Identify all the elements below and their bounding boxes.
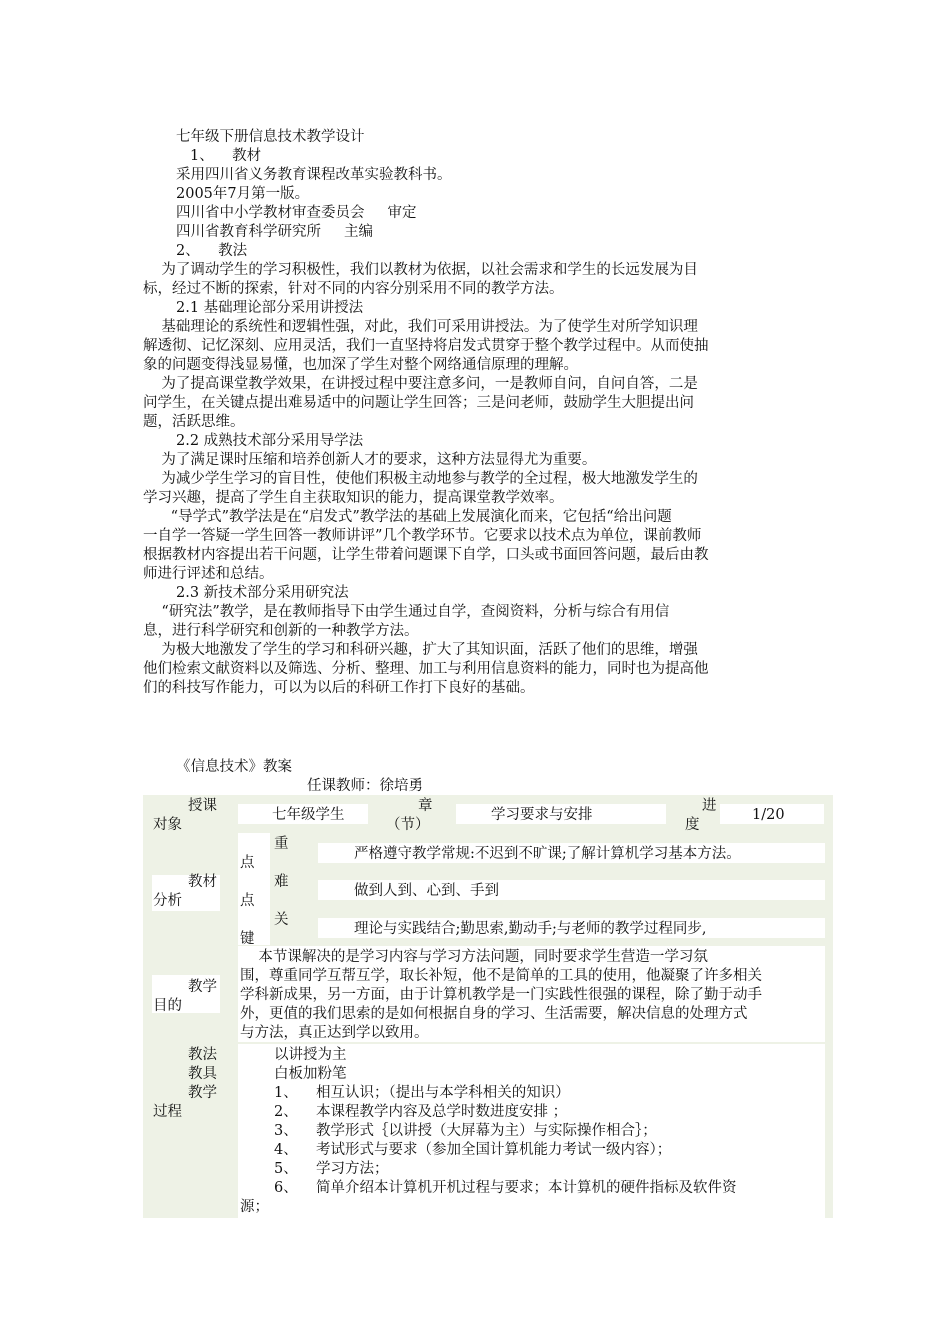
label-method: 教法: [188, 1047, 217, 1063]
label-analysis-b: 分析: [153, 893, 182, 909]
label-difficulty-bottom: 点: [240, 893, 255, 909]
label-chapter-a: 章: [418, 798, 433, 814]
textbook-line: 四川省中小学教材审查委员会 审定: [176, 205, 417, 221]
label-crux-top: 关: [274, 912, 289, 928]
label-process-b: 过程: [153, 1104, 182, 1120]
section-heading-method: 2、 教法: [176, 243, 248, 259]
label-difficulty-top: 难: [274, 874, 289, 890]
paragraph-2-1-b: 为了提高课堂教学效果，在讲授过程中要注意多问，一是教师自问，自问自答，二是 问学生，在关键点提出难易适中的问题让学生回答；三是问老师，鼓励学生大胆提出问 题，活跃思维。: [143, 376, 698, 430]
difficulty-text: 做到人到、心到、手到: [354, 883, 499, 899]
label-key-point-bottom: 点: [240, 855, 255, 871]
process-item-number: 5、: [274, 1161, 298, 1177]
process-item-text: 简单介绍本计算机开机过程与要求；本计算机的硬件指标及软件资: [316, 1180, 737, 1196]
key-point-text: 严格遵守教学常规:不迟到不旷课;了解计算机学习基本方法。: [354, 846, 741, 862]
paragraph-2-2-c: “导学式”教学法是在“启发式”教学法的基础上发展演化而来，它包括“给出问题 一自学一答疑一学生回答一教师讲评”几个教学环节。它要求以技术点为单位，课前教师 根据教材内容提出若干问题，让学生带着问题课下自学，口头或书面回答问题，最后由教 师进行评述和总结。: [143, 509, 709, 582]
label-tools: 教具: [188, 1066, 217, 1082]
textbook-line: 采用四川省义务教育课程改革实验教科书。: [176, 167, 452, 183]
textbook-line: 四川省教育科学研究所 主编: [176, 224, 374, 240]
label-purpose-b: 目的: [153, 998, 182, 1014]
process-item-number: 4、: [274, 1142, 298, 1158]
paragraph-2-3-b: 为极大地激发了学生的学习和科研兴趣，扩大了其知识面，活跃了他们的思维，增强 他们检索文献资料以及筛选、分析、整理、加工与利用信息资料的能力，同时也为提高他 们的科技写作能力，可以为以后的科研工作打下良好的基础。: [143, 642, 709, 696]
section-heading-textbook: 1、 教材: [190, 148, 262, 164]
paragraph-2-3-a: “研究法”教学，是在教师指导下由学生通过自学，查阅资料，分析与综合有用信 息，进行科学研究和创新的一种教学方法。: [143, 604, 670, 639]
subsection-heading-2-2: 2.2 成熟技术部分采用导学法: [176, 433, 364, 449]
label-purpose-a: 教学: [188, 979, 217, 995]
paragraph-2-1-a: 基础理论的系统性和逻辑性强，对此，我们可采用讲授法。为了使学生对所学知识理 解透彻、记忆深刻、应用灵活，我们一直坚持将启发式贯穿于整个教学过程中。从而使抽 象的问题变得浅显易懂，也加深了学生对整个网络通信原理的理解。: [143, 319, 709, 373]
label-progress-a: 进: [702, 798, 717, 814]
label-progress-b: 度: [685, 817, 700, 833]
process-item-text: 学习方法；: [316, 1161, 389, 1177]
tools-value: 白板加粉笔: [274, 1066, 347, 1082]
crux-text: 理论与实践结合;勤思索,勤动手;与老师的教学过程同步,: [354, 921, 707, 937]
paragraph-2-2-a: 为了满足课时压缩和培养创新人才的要求，这种方法显得尤为重要。: [143, 452, 597, 468]
chapter-value: 学习要求与安排: [491, 807, 593, 823]
teacher-name: 任课教师：徐培勇: [307, 778, 423, 794]
intro-paragraph: 为了调动学生的学习积极性，我们以教材为依据，以社会需求和学生的长远发展为目 标，经过不断的探索，针对不同的内容分别采用不同的教学方法。: [143, 262, 698, 297]
purpose-text: 本节课解决的是学习内容与学习方法问题，同时要求学生营造一学习氛 围，尊重同学互帮互学，取长补短，他不是简单的工具的使用，他凝聚了许多相关 学科新成果，另一方面，由于计算机教学是一门实践性很强的课程，除了勤于动手 外，更值的我们思索的是如何根据自身的学习、生活需要，解决信息的处理方式 与方法，真正达到学以致用。: [240, 949, 762, 1041]
process-item-text: 考试形式与要求（参加全国计算机能力考试一级内容）；: [316, 1142, 672, 1158]
process-item-text: 相互认识；（提出与本学科相关的知识）: [316, 1085, 570, 1101]
method-value: 以讲授为主: [274, 1047, 347, 1063]
audience-value: 七年级学生: [272, 807, 345, 823]
lesson-plan-title: 《信息技术》教案: [176, 759, 292, 775]
process-item-number: 2、: [274, 1104, 298, 1120]
label-audience-b: 对象: [153, 817, 182, 833]
label-crux-bottom: 键: [240, 931, 255, 947]
textbook-line: 2005年7月第一版。: [176, 186, 310, 202]
paragraph-2-2-b: 为减少学生学习的盲目性，使他们积极主动地参与教学的全过程，极大地激发学生的 学习兴趣，提高了学生自主获取知识的能力，提高课堂教学效率。: [143, 471, 698, 506]
process-item-number: 1、: [274, 1085, 298, 1101]
label-key-point-top: 重: [274, 836, 289, 852]
process-item-tail: 源；: [240, 1199, 269, 1215]
process-item-text: 教学形式｛以讲授（大屏幕为主）与实际操作相合｝；: [316, 1123, 657, 1139]
process-item-text: 本课程教学内容及总学时数进度安排 ；: [316, 1104, 568, 1120]
cell-bg: [238, 833, 270, 945]
label-process-a: 教学: [188, 1085, 217, 1101]
label-chapter-b: （节）: [386, 817, 430, 833]
label-audience-a: 授课: [188, 798, 217, 814]
document-title: 七年级下册信息技术教学设计: [176, 129, 365, 145]
label-analysis-a: 教材: [188, 874, 217, 890]
subsection-heading-2-1: 2.1 基础理论部分采用讲授法: [176, 300, 364, 316]
process-item-number: 3、: [274, 1123, 298, 1139]
subsection-heading-2-3: 2.3 新技术部分采用研究法: [176, 585, 349, 601]
progress-value: 1/20: [752, 807, 785, 823]
process-item-number: 6、: [274, 1180, 298, 1196]
